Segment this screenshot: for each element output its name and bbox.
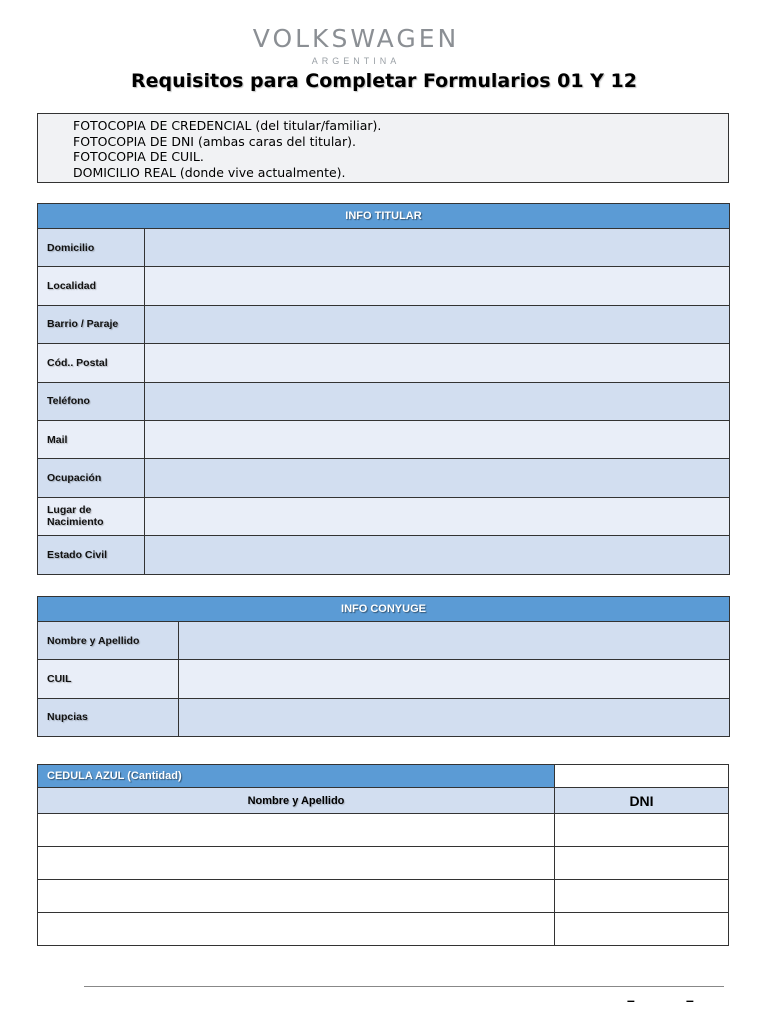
field-label-cod-postal: Cód.. Postal [38, 344, 145, 382]
field-label-localidad: Localidad [38, 267, 145, 305]
page-title: Requisitos para Completar Formularios 01 Y 12 [131, 70, 637, 92]
cedula-row-dni[interactable] [555, 913, 729, 946]
field-input-localidad[interactable] [145, 267, 730, 305]
requirements-box [37, 113, 729, 183]
brand-subtitle: ARGENTINA [311, 56, 401, 66]
field-input-mail[interactable] [145, 420, 730, 458]
cedula-row-dni[interactable] [555, 847, 729, 880]
cedula-row-nombre[interactable] [38, 847, 555, 880]
field-input-ocupacion[interactable] [145, 459, 730, 497]
footer-dash: – [627, 992, 635, 1008]
footer-divider [84, 986, 724, 987]
cedula-row-nombre[interactable] [38, 913, 555, 946]
info-conyuge-header: INFO CONYUGE [38, 597, 730, 622]
cedula-row-nombre[interactable] [38, 814, 555, 847]
field-label-telefono: Teléfono [38, 382, 145, 420]
field-label-barrio: Barrio / Paraje [38, 305, 145, 343]
field-input-cod-postal[interactable] [145, 344, 730, 382]
brand-logo-text: VOLKSWAGEN [252, 24, 460, 53]
column-header-dni: DNI [555, 788, 729, 814]
requirement-item: FOTOCOPIA DE CREDENCIAL (del titular/familiar). [73, 118, 382, 133]
field-label-cuil: CUIL [38, 660, 179, 698]
info-titular-header: INFO TITULAR [38, 204, 730, 229]
field-input-lugar-nacimiento[interactable] [145, 497, 730, 535]
field-label-nombre-apellido: Nombre y Apellido [38, 622, 179, 660]
requirement-item: FOTOCOPIA DE CUIL. [73, 149, 204, 164]
field-input-estado-civil[interactable] [145, 536, 730, 574]
info-titular-table [37, 203, 730, 575]
field-label-lugar-nacimiento: Lugar de Nacimiento [38, 497, 145, 535]
field-label-mail: Mail [38, 420, 145, 458]
field-input-nombre-apellido[interactable] [179, 622, 730, 660]
requirement-item: DOMICILIO REAL (donde vive actualmente). [73, 164, 346, 180]
requirement-item: FOTOCOPIA DE DNI (ambas caras del titular). [73, 133, 356, 149]
field-input-domicilio[interactable] [145, 229, 730, 267]
cedula-row-dni[interactable] [555, 880, 729, 913]
field-input-barrio[interactable] [145, 305, 730, 343]
cedula-azul-table [37, 764, 729, 946]
cedula-cantidad-input[interactable] [555, 765, 729, 788]
footer-dash: – [686, 992, 694, 1008]
field-input-telefono[interactable] [145, 382, 730, 420]
field-label-ocupacion: Ocupación [38, 459, 145, 497]
field-label-domicilio: Domicilio [38, 229, 145, 267]
column-header-nombre: Nombre y Apellido [38, 788, 555, 814]
field-input-cuil[interactable] [179, 660, 730, 698]
cedula-row-nombre[interactable] [38, 880, 555, 913]
cedula-row-dni[interactable] [555, 814, 729, 847]
cedula-azul-header: CEDULA AZUL (Cantidad) [38, 765, 555, 788]
field-label-estado-civil: Estado Civil [38, 536, 145, 574]
info-conyuge-table [37, 596, 730, 737]
field-input-nupcias[interactable] [179, 698, 730, 736]
field-label-nupcias: Nupcias [38, 698, 179, 736]
